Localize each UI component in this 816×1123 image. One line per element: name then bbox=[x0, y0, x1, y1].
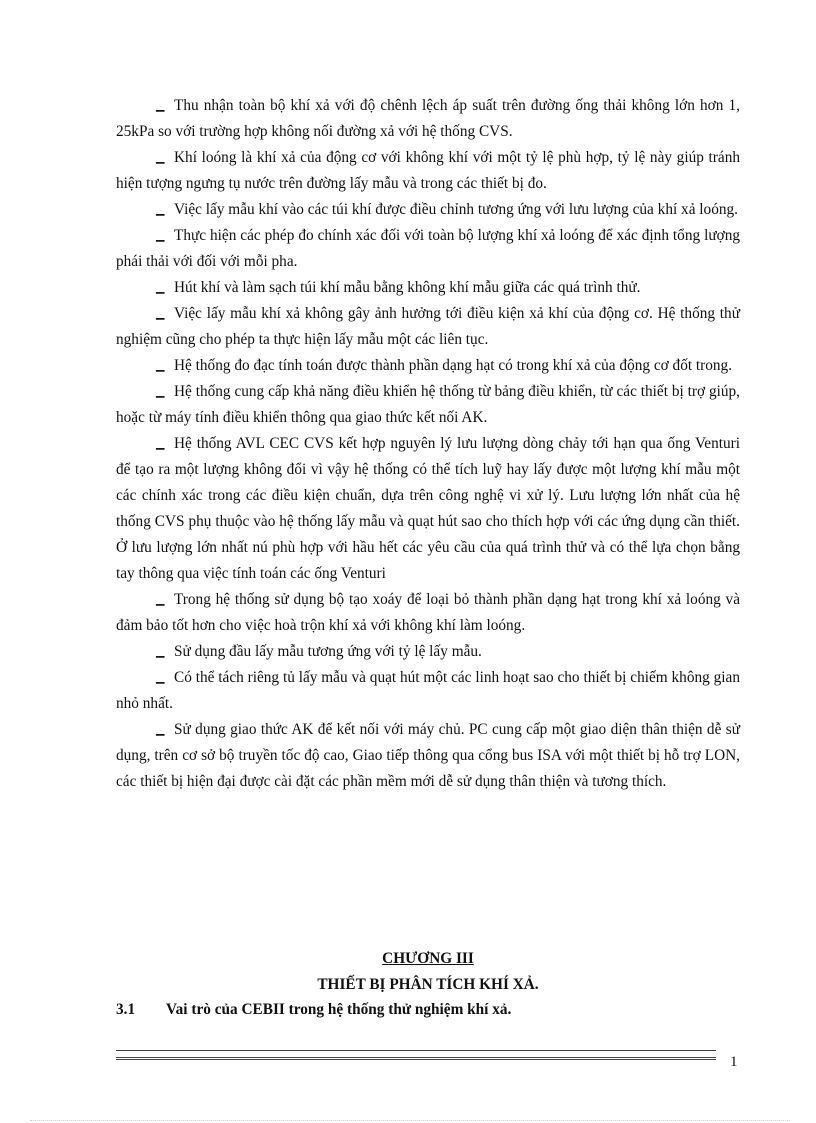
paragraph-text: Trong hệ thống sử dụng bộ tạo xoáy để loại bỏ thành phần dạng hạt trong khí xả loóng và đảm bảo tốt hơn cho việc hoà trộn khí xả với không khí làm loóng. bbox=[116, 591, 740, 634]
bullet-icon: ▁ bbox=[156, 386, 165, 398]
paragraph bbox=[116, 145, 740, 197]
paragraph bbox=[116, 275, 740, 301]
paragraph bbox=[116, 639, 740, 665]
bullet-icon: ▁ bbox=[156, 230, 165, 242]
bullet-icon: ▁ bbox=[156, 282, 165, 294]
page-edge-divider bbox=[30, 1120, 790, 1121]
bullet-icon: ▁ bbox=[156, 204, 165, 216]
paragraph-text: Có thể tách riêng tủ lấy mẫu và quạt hút một các linh hoạt sao cho thiết bị chiếm không gian nhỏ nhất. bbox=[116, 669, 740, 712]
paragraph bbox=[116, 93, 740, 145]
bullet-icon: ▁ bbox=[156, 646, 165, 658]
section-number: 3.1 bbox=[116, 1001, 136, 1018]
paragraph-text: Hệ thống AVL CEC CVS kết hợp nguyên lý lưu lượng dòng chảy tới hạn qua ống Venturi để tạo ra một lượng không đổi vì vậy hệ thống có thể tích luỹ hay lấy được một lượng khí mẫu một các chính xác trong các điều kiện chuẩn, dựa trên công nghệ vi xử lý. Lưu lượng lớn nhất của hệ thống CVS phụ thuộc vào hệ thống lấy mẫu và quạt hút sao cho thích hợp với các ứng dụng cần thiết. Ở lưu lượng lớn nhất nú phù hợp với hầu hết các yêu cầu của quá trình thử và có thể lựa chọn bằng tay thông qua việc tính toán các ống Venturi bbox=[116, 435, 740, 582]
paragraph-text: Hệ thống cung cấp khả năng điều khiển hệ thống từ bảng điều khiển, từ các thiết bị trợ giúp, hoặc từ máy tính điều khiển thông qua giao thức kết nối AK. bbox=[116, 383, 740, 426]
chapter-label: CHƯƠNG III bbox=[382, 950, 474, 967]
paragraph bbox=[116, 665, 740, 717]
section-title: Vai trò của CEBII trong hệ thống thử nghiệm khí xả. bbox=[166, 1001, 512, 1018]
paragraph-text: Sử dụng đầu lấy mẫu tương ứng với tỷ lệ lấy mẫu. bbox=[174, 643, 482, 660]
bullet-icon: ▁ bbox=[156, 100, 165, 112]
bullet-icon: ▁ bbox=[156, 724, 165, 736]
paragraph-text: Thu nhận toàn bộ khí xả với độ chênh lệch áp suất trên đường ống thải không lớn hơn 1, 25kPa so với trường hợp không nối đường xả với hệ thống CVS. bbox=[116, 97, 740, 140]
bullet-icon: ▁ bbox=[156, 438, 165, 450]
paragraph-text: Hệ thống đo đạc tính toán được thành phần dạng hạt có trong khí xả của động cơ đốt trong. bbox=[174, 357, 733, 374]
paragraph bbox=[116, 717, 740, 795]
paragraph-text: Khí loóng là khí xả của động cơ với không khí với một tỷ lệ phù hợp, tỷ lệ này giúp tránh hiện tượng ngưng tụ nước trên đường lấy mẫu và trong các thiết bị đo. bbox=[116, 149, 740, 192]
paragraph bbox=[116, 197, 740, 223]
section-heading bbox=[116, 1000, 740, 1020]
paragraph bbox=[116, 301, 740, 353]
page-number: 1 bbox=[730, 1054, 738, 1070]
paragraph-text: Việc lấy mẫu khí vào các túi khí được điều chỉnh tương ứng với lưu lượng của khí xả loóng. bbox=[174, 201, 738, 218]
body-text bbox=[116, 93, 740, 795]
paragraph bbox=[116, 353, 740, 379]
bullet-icon: ▁ bbox=[156, 152, 165, 164]
bullet-icon: ▁ bbox=[156, 672, 165, 684]
bullet-icon: ▁ bbox=[156, 594, 165, 606]
paragraph-text: Sử dụng giao thức AK để kết nối với máy chủ. PC cung cấp một giao diện thân thiện dễ sử dụng, trên cơ sở bộ truyền tốc độ cao, Giao tiếp thông qua cổng bus ISA với một thiết bị hỗ trợ LON, các thiết bị hiện đại được cài đặt các phần mềm mới dễ sử dụng thân thiện và tương thích. bbox=[116, 721, 740, 790]
bullet-icon: ▁ bbox=[156, 308, 165, 320]
chapter-title: THIẾT BỊ PHÂN TÍCH KHÍ XẢ. bbox=[317, 976, 539, 993]
bullet-icon: ▁ bbox=[156, 360, 165, 372]
paragraph bbox=[116, 587, 740, 639]
paragraph bbox=[116, 431, 740, 587]
footer-rule bbox=[116, 1050, 716, 1060]
paragraph-text: Việc lấy mẫu khí xả không gây ảnh hưởng tới điều kiện xả khí của động cơ. Hệ thống thử nghiệm cũng cho phép ta thực hiện lấy mẫu một các liên tục. bbox=[116, 305, 740, 348]
chapter-heading bbox=[116, 946, 740, 998]
paragraph bbox=[116, 379, 740, 431]
paragraph bbox=[116, 223, 740, 275]
paragraph-text: Hút khí và làm sạch túi khí mẫu bằng không khí mẫu giữa các quá trình thử. bbox=[174, 279, 641, 296]
paragraph-text: Thực hiện các phép đo chính xác đối với toàn bộ lượng khí xả loóng để xác định tổng lượng phái thải với đối với mỗi pha. bbox=[116, 227, 740, 270]
